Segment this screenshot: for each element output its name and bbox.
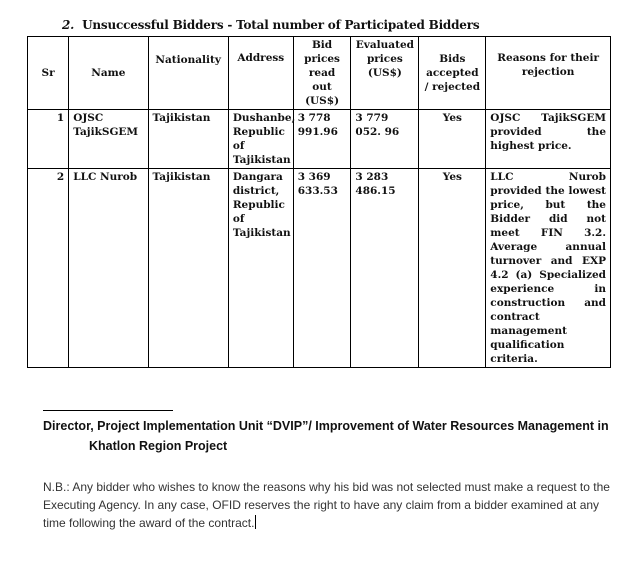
section-heading [62,18,479,32]
header-nationality: Nationality [148,37,228,110]
cell-status: Yes [419,110,486,169]
cell-address: Dushanbe, Republic of Tajikistan [228,110,293,169]
unsuccessful-bidders-table [27,36,611,368]
header-name: Name [69,37,148,110]
header-bids-status: Bids accepted / rejected [419,37,486,110]
header-reasons: Reasons for their rejection [486,37,611,110]
header-evaluated-prices: Evaluated prices (US$) [351,37,419,110]
table-row [28,169,611,368]
table-header-row [28,37,611,110]
text-cursor [255,515,256,529]
director-title-line1: Director, Project Implementation Unit “DVIP”/ Improvement of Water Resources Management in [43,419,609,433]
signature-line [43,410,173,411]
header-sr: Sr [28,37,69,110]
header-bid-prices: Bid prices read out (US$) [293,37,351,110]
cell-evaluated-price: 3 283 486.15 [351,169,419,368]
cell-reason: OJSC TajikSGEM provided the highest price. [486,110,611,169]
header-address: Address [228,37,293,110]
nb-note [43,478,616,532]
cell-sr: 2 [28,169,69,368]
cell-status: Yes [419,169,486,368]
director-title-line2: Khatlon Region Project [89,439,228,453]
nb-note-text: N.B.: Any bidder who wishes to know the reasons why his bid was not selected must make a request to the Executing Agency. In any case, OFID reserves the right to have any claim from a bidder examined at any time following the award of the contract. [43,480,610,530]
cell-bid-price: 3 369 633.53 [293,169,351,368]
section-title: Unsuccessful Bidders - Total number of Participated Bidders [82,18,480,32]
director-title [43,416,618,456]
section-number: 2. [62,18,75,32]
cell-nationality: Tajikistan [148,110,228,169]
cell-nationality: Tajikistan [148,169,228,368]
cell-bid-price: 3 778 991.96 [293,110,351,169]
cell-address: Dangara district, Republic of Tajikistan [228,169,293,368]
cell-reason: LLC Nurob provided the lowest price, but the Bidder did not meet FIN 3.2. Average annual turnover and EXP 4.2 (a) Specialized experience in construction and contract management qualification criteria. [486,169,611,368]
cell-name: OJSC TajikSGEM [69,110,148,169]
cell-evaluated-price: 3 779 052. 96 [351,110,419,169]
cell-sr: 1 [28,110,69,169]
table-row [28,110,611,169]
cell-name: LLC Nurob [69,169,148,368]
